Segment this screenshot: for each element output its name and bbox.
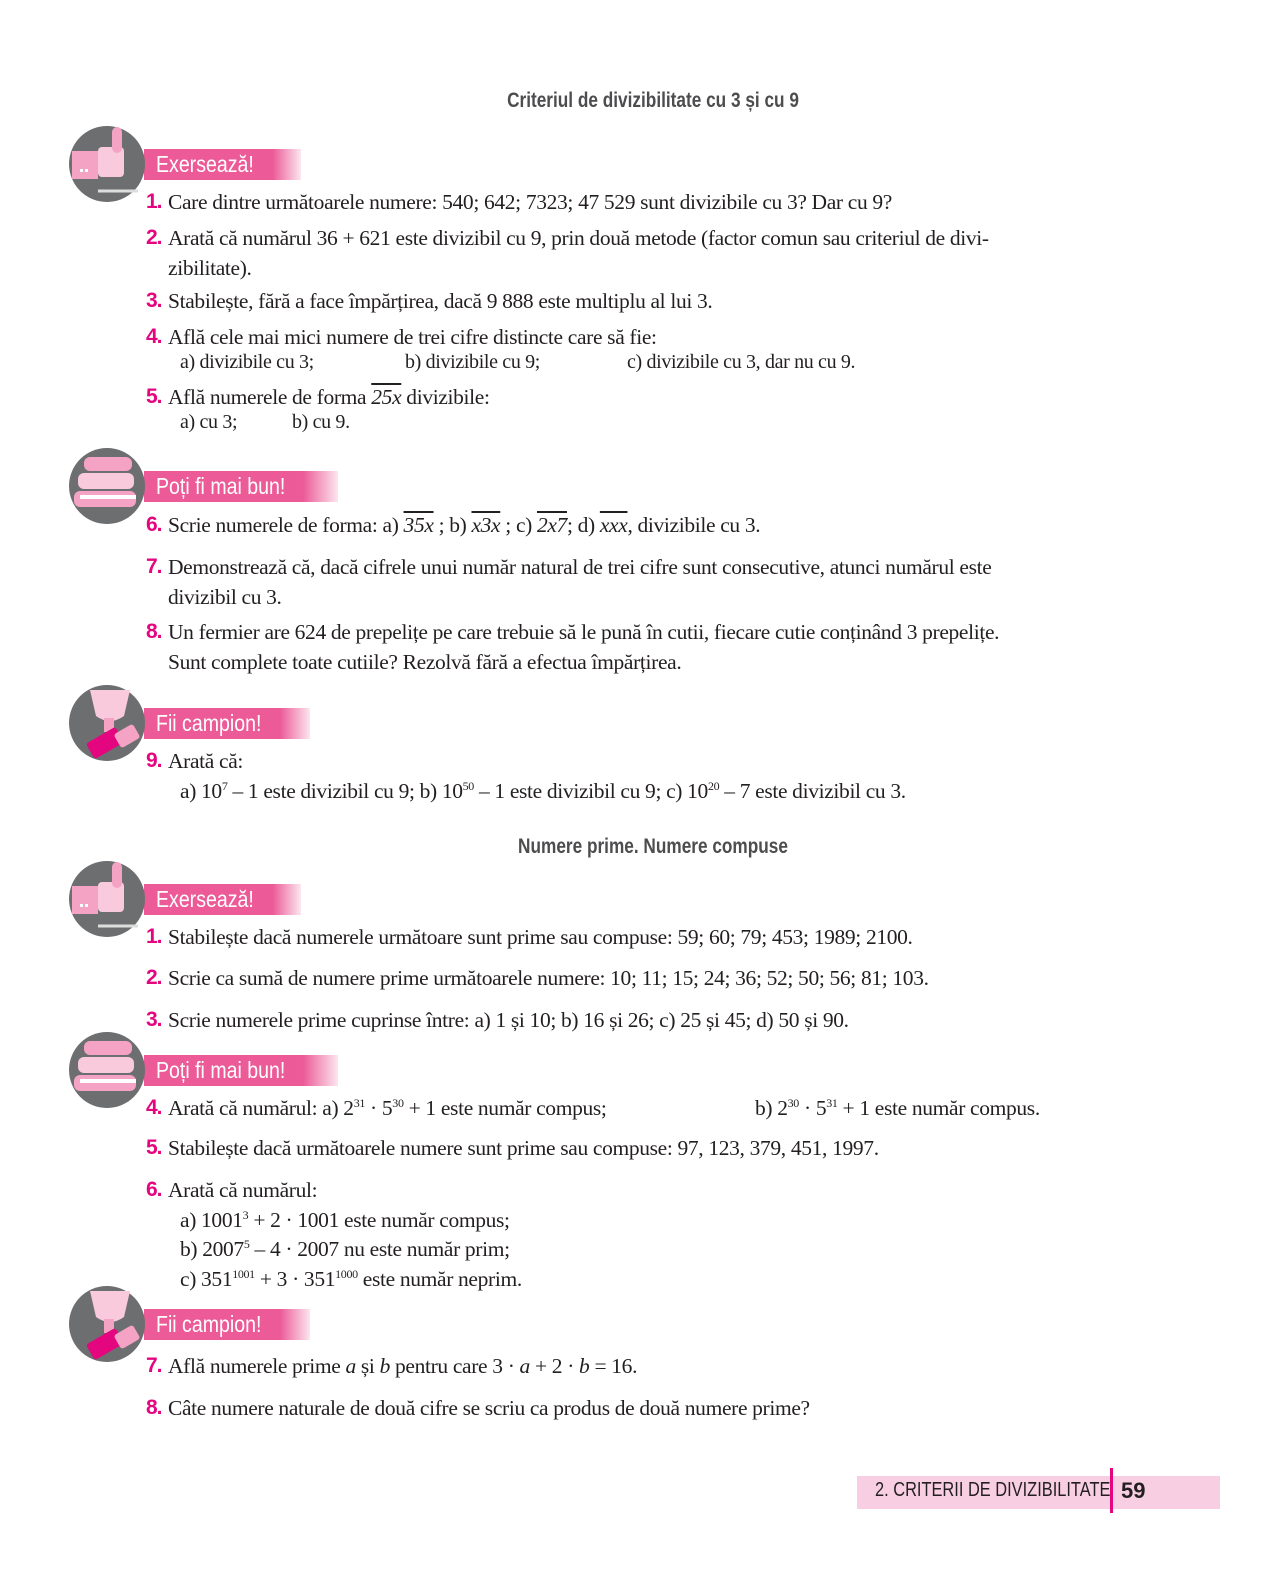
exercise-number: 1. [146,925,162,948]
text-run: divizibile: [401,385,490,409]
exercise-line [168,225,989,251]
exercise-option [292,409,350,435]
text-run: zibilitate). [168,255,252,280]
exercise-number: 4. [146,325,162,348]
exercise-option [180,349,314,375]
variable: b [379,1354,390,1378]
superscript: 1001 [232,1266,255,1281]
text-run: c) 351 [180,1266,233,1291]
exercise-line [168,584,282,610]
text-run: – 4 · 2007 nu este număr prim; [249,1237,510,1261]
text-run: ; d) [566,513,600,537]
exercise-line [168,965,929,991]
page-footer [857,1476,1220,1509]
superscript: 7 [221,778,228,793]
overlined-number: 35x [403,513,434,537]
text-run: b) cu 9. [292,411,350,433]
text-run: Scrie ca sumă de numere prime următoarele numere: 10; 11; 15; 24; 36; 52; 50; 56; 81; 103. [168,966,929,990]
exercise-number: 8. [146,620,162,643]
superscript: 1000 [335,1266,358,1281]
text-run: Care dintre următoarele numere: 540; 642; 7323; 47 529 sunt divizibile cu 3? Dar cu 9? [168,190,892,214]
text-run: Sunt complete toate cutiile? Rezolvă fără a efectua împărțirea. [168,649,682,674]
text-run: c) divizibile cu 3, dar nu cu 9. [627,351,856,373]
superscript: 50 [462,778,474,793]
text-run: · 5 [798,1096,827,1120]
exercise-line [168,649,681,675]
variable: a [345,1354,356,1378]
exercise-line [168,255,252,281]
exercise-option [627,349,855,375]
variable: b [579,1354,590,1378]
text-run: a) 10 [180,778,222,803]
exercise-number: 7. [146,1354,162,1377]
exercise-line [168,384,490,410]
text-run: + 2 · 1001 este număr compus; [248,1207,510,1232]
text-run: divizibil cu 3. [168,584,282,609]
level-label: Exersează! [156,886,254,912]
exercise-number: 2. [146,966,162,989]
exercise-number: 7. [146,555,162,578]
text-run: Află numerele prime [168,1354,346,1378]
exercise-line [168,1177,317,1203]
exercise-line [168,619,999,645]
text-run: · 5 [365,1096,393,1120]
page-number: 59 [1121,1478,1146,1503]
text-run: ; b) [433,513,472,537]
text-run: Stabilește, fără a face împărțirea, dacă 9 888 este multiplu al lui 3. [168,289,713,313]
superscript: 20 [707,778,720,793]
text-run: Scrie numerele de forma: a) [168,513,404,537]
books-icon [68,447,146,525]
text-run: Stabilește dacă următoarele numere sunt prime sau compuse: 97, 123, 379, 451, 1997. [168,1136,879,1160]
exercise-line [168,512,760,538]
overlined-number: x3x [471,513,501,537]
text-run: a) 1001 [180,1207,243,1232]
exercise-number: 6. [146,1178,162,1201]
text-run: Stabilește dacă numerele următoare sunt prime sau compuse: 59; 60; 79; 453; 1989; 2100. [168,925,913,949]
text-run: a) divizibile cu 3; [180,351,314,373]
superscript: 31 [353,1096,366,1110]
level-banner [144,471,338,502]
text-run: Află numerele de forma [168,385,372,409]
level-label: Fii campion! [156,1311,262,1337]
exercise-line [180,1266,522,1292]
text-run: este număr neprim. [357,1266,522,1291]
exercise-number: 6. [146,513,162,536]
text-run: b) divizibile cu 9; [405,351,540,373]
text-run: – 7 este divizibil cu 3. [719,778,906,803]
text-run: + 3 · 351 [254,1266,336,1291]
footer-divider [1110,1468,1113,1513]
text-run: = 16. [589,1354,638,1378]
exercise-line [168,1353,637,1379]
text-run: – 1 este divizibil cu 9; b) 10 [227,778,463,803]
exercise-line [168,324,657,350]
exercise-option [755,1095,1040,1121]
overlined-number: $\overline{xxx}$ [599,513,628,537]
trophy-icon [68,1285,146,1363]
level-label: Exersează! [156,151,254,177]
exercise-number: 5. [146,1136,162,1159]
text-run: a) cu 3; [180,411,238,433]
superscript: 30 [392,1096,404,1110]
trophy-icon [68,684,146,762]
level-banner [144,1309,310,1340]
text-run: Arată că numărul: a) 2 [168,1096,354,1120]
exercise-number: 3. [146,1008,162,1031]
exercise-number: 9. [146,749,162,772]
section-title: Numere prime. Numere compuse [518,835,788,858]
level-label: Fii campion! [156,710,262,736]
text-run: Află cele mai mici numere de trei cifre distincte care să fie: [168,325,657,349]
superscript: 3 [242,1207,249,1222]
text-run: + 1 este număr compus. [837,1096,1040,1120]
variable: a [519,1354,530,1378]
level-banner [144,1055,338,1086]
text-run: b) 2 [755,1096,788,1120]
text-run: Demonstrează că, dacă cifrele unui număr natural de trei cifre sunt consecutive, atunci numărul este [168,555,992,579]
text-run: Arată că numărul 36 + 621 este divizibil cu 9, prin două metode (factor comun sau criteriul de divi- [168,226,989,250]
exercise-number: 4. [146,1096,162,1119]
text-run: – 1 este divizibil cu 9; c) 10 [473,778,708,803]
text-run: Arată că: [168,749,244,773]
section-title: Criteriul de divizibilitate cu 3 și cu 9 [507,89,799,112]
level-banner [144,149,301,180]
exercise-line [168,1007,849,1033]
exercise-line [168,748,243,774]
exercise-line [168,1395,810,1421]
exercise-option [168,1095,607,1121]
books-icon [68,1031,146,1109]
overlined-number: 2x7 [536,513,567,537]
exercise-number: 5. [146,385,162,408]
overlined-number: 25x [371,385,402,409]
exercise-line [168,1135,879,1161]
exercise-line [168,288,712,314]
exercise-line [180,778,906,804]
exercise-line [168,554,991,580]
thumbs-up-icon [68,860,146,938]
exercise-line [168,924,913,950]
text-run: ; c) [500,513,537,537]
text-run: Un fermier are 624 de prepelițe pe care trebuie să le pună în cutii, fiecare cutie conținând 3 prepelițe. [168,620,1000,644]
level-label: Poți fi mai bun! [156,473,286,499]
footer-chapter: 2. CRITERII DE DIVIZIBILITATE [875,1479,1111,1501]
exercise-option [405,349,540,375]
superscript: 30 [787,1096,799,1110]
exercise-number: 1. [146,190,162,213]
exercise-number: 2. [146,226,162,249]
exercise-option [180,409,237,435]
exercise-number: 8. [146,1396,162,1419]
superscript: 31 [826,1096,838,1110]
text-run: b) 2007 [180,1237,244,1261]
text-run: și [355,1354,380,1378]
text-run: pentru care 3 · [389,1354,520,1378]
exercise-line [180,1207,510,1233]
text-run: Scrie numerele prime cuprinse între: a) 1 și 10; b) 16 și 26; c) 25 și 45; d) 50 și 90. [168,1008,849,1032]
exercise-line [180,1236,510,1262]
level-banner [144,708,310,739]
exercise-number: 3. [146,289,162,312]
text-run: + 1 este număr compus; [403,1096,607,1120]
thumbs-up-icon [68,125,146,203]
text-run: Câte numere naturale de două cifre se scriu ca produs de două numere prime? [168,1396,810,1420]
text-run: + 2 · [529,1354,580,1378]
level-banner [144,884,301,915]
text-run: , divizibile cu 3. [627,513,761,537]
exercise-line [168,189,892,215]
level-label: Poți fi mai bun! [156,1057,286,1083]
text-run: Arată că numărul: [168,1178,318,1202]
superscript: 5 [243,1237,250,1251]
